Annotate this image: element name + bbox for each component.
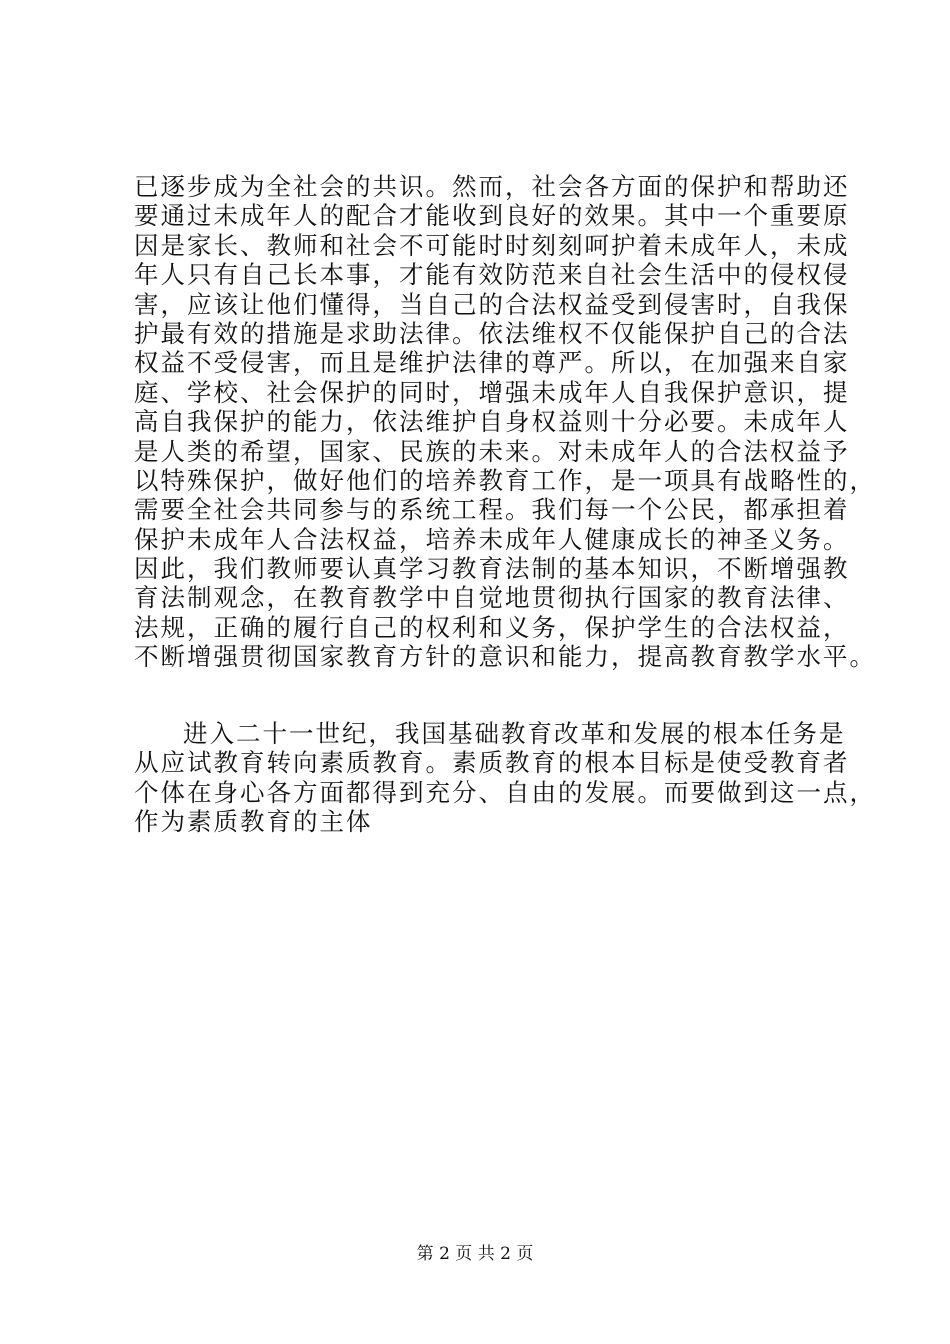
- paragraph-1: [134, 172, 876, 672]
- text-line: 作为素质教育的主体: [134, 807, 373, 837]
- page-footer: [0, 1243, 950, 1265]
- text-line: 高自我保护的能力，依法维护自身权益则十分必要。未成年人: [134, 407, 850, 437]
- text-line: 因此，我们教师要认真学习教育法制的基本知识，不断增强教: [134, 554, 850, 584]
- paragraph-2: [134, 719, 876, 837]
- text-line: 个体在身心各方面都得到充分、自由的发展。而要做到这一点，: [134, 777, 876, 807]
- text-line: 害，应该让他们懂得，当自己的合法权益受到侵害时，自我保: [134, 289, 850, 319]
- text-line: 保护未成年人合法权益，培养未成年人健康成长的神圣义务。: [134, 524, 850, 554]
- text-line: 需要全社会共同参与的系统工程。我们每一个公民，都承担着: [134, 495, 850, 525]
- text-line: 是人类的希望，国家、民族的未来。对未成年人的合法权益予: [134, 436, 850, 466]
- text-line: 已逐步成为全社会的共识。然而，社会各方面的保护和帮助还: [134, 172, 850, 201]
- page-number: 第 2 页 共 2 页: [416, 1244, 534, 1264]
- text-line: 育法制观念，在教育教学中自觉地贯彻执行国家的教育法律、: [134, 583, 850, 613]
- text-line: 以特殊保护，做好他们的培养教育工作，是一项具有战略性的，: [134, 465, 876, 495]
- text-line: 因是家长、教师和社会不可能时时刻刻呵护着未成年人，未成: [134, 230, 850, 260]
- text-line: 护最有效的措施是求助法律。依法维权不仅能保护自己的合法: [134, 318, 850, 348]
- text-line: 进入二十一世纪，我国基础教育改革和发展的根本任务是: [183, 719, 846, 748]
- text-line: 年人只有自己长本事，才能有效防范来自社会生活中的侵权侵: [134, 260, 850, 290]
- text-line: 要通过未成年人的配合才能收到良好的效果。其中一个重要原: [134, 201, 850, 231]
- text-line: 权益不受侵害，而且是维护法律的尊严。所以，在加强来自家: [134, 348, 850, 378]
- text-line: 庭、学校、社会保护的同时，增强未成年人自我保护意识，提: [134, 377, 850, 407]
- text-line: 从应试教育转向素质教育。素质教育的根本目标是使受教育者: [134, 748, 850, 778]
- text-line: 不断增强贯彻国家教育方针的意识和能力，提高教育教学水平。: [134, 642, 876, 672]
- text-line: 法规，正确的履行自己的权利和义务，保护学生的合法权益，: [134, 612, 850, 642]
